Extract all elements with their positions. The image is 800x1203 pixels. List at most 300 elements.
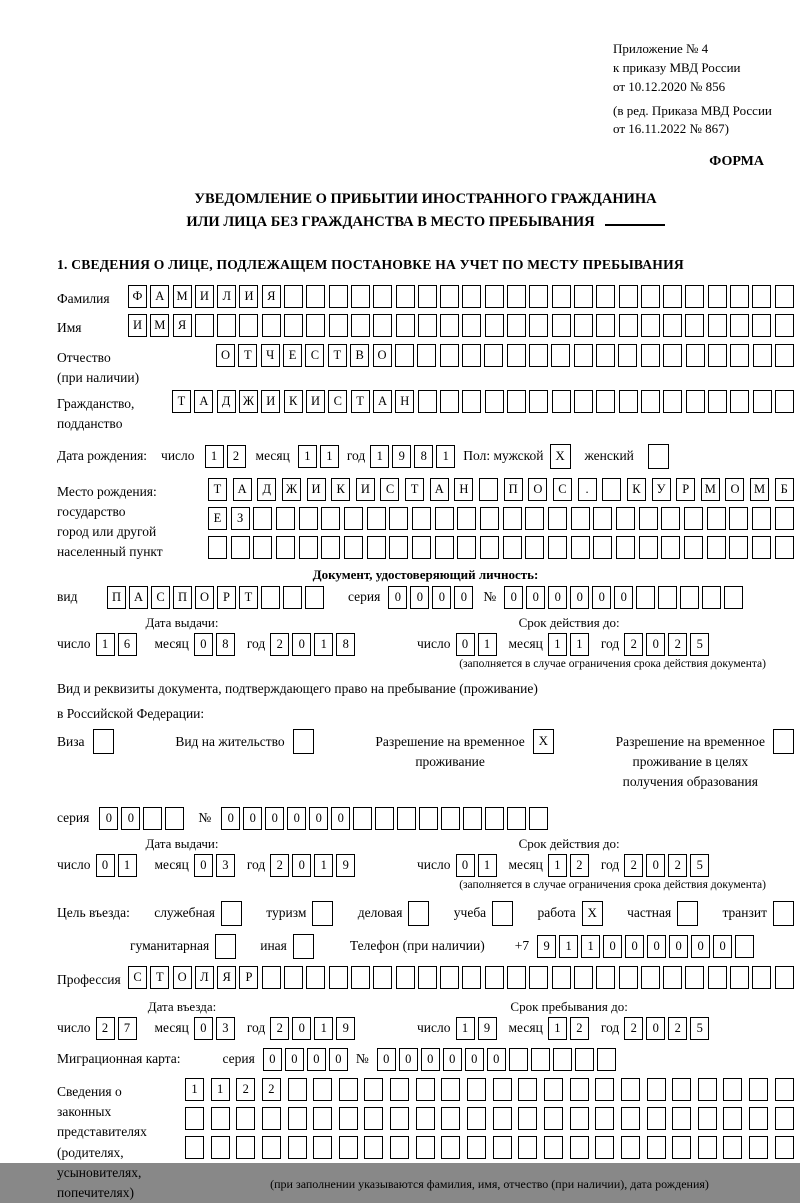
char-cell[interactable]: С: [328, 390, 347, 413]
char-cell[interactable]: [367, 507, 386, 530]
char-cell[interactable]: [418, 966, 437, 989]
char-cell[interactable]: 0: [625, 935, 644, 958]
char-cell[interactable]: [641, 314, 660, 337]
char-cell[interactable]: [344, 536, 363, 559]
char-cell[interactable]: [165, 807, 184, 830]
char-cell[interactable]: И: [239, 285, 258, 308]
char-cell[interactable]: [752, 314, 771, 337]
char-cell[interactable]: [574, 314, 593, 337]
char-cell[interactable]: [661, 507, 680, 530]
char-cell[interactable]: 1: [314, 854, 333, 877]
char-cell[interactable]: [485, 966, 504, 989]
char-cell[interactable]: Ж: [282, 478, 301, 501]
birth-year-cells[interactable]: [370, 445, 455, 468]
char-cell[interactable]: 2: [624, 1017, 643, 1040]
char-cell[interactable]: [503, 536, 522, 559]
char-cell[interactable]: 7: [118, 1017, 137, 1040]
char-cell[interactable]: 1: [211, 1078, 230, 1101]
char-cell[interactable]: 0: [309, 807, 328, 830]
char-cell[interactable]: 2: [668, 633, 687, 656]
char-cell[interactable]: [344, 507, 363, 530]
purpose-private-checkbox[interactable]: [677, 901, 698, 926]
char-cell[interactable]: С: [380, 478, 399, 501]
char-cell[interactable]: К: [284, 390, 303, 413]
char-cell[interactable]: .: [578, 478, 597, 501]
char-cell[interactable]: 0: [713, 935, 732, 958]
char-cell[interactable]: И: [356, 478, 375, 501]
char-cell[interactable]: 1: [314, 633, 333, 656]
char-cell[interactable]: [525, 507, 544, 530]
char-cell[interactable]: [288, 1078, 307, 1101]
migration-series-cells[interactable]: [263, 1048, 348, 1071]
char-cell[interactable]: [418, 285, 437, 308]
char-cell[interactable]: [507, 314, 526, 337]
char-cell[interactable]: [288, 1136, 307, 1159]
char-cell[interactable]: [775, 1078, 794, 1101]
char-cell[interactable]: [621, 1107, 640, 1130]
char-cell[interactable]: [373, 966, 392, 989]
char-cell[interactable]: 0: [292, 1017, 311, 1040]
char-cell[interactable]: [544, 1078, 563, 1101]
char-cell[interactable]: Р: [676, 478, 695, 501]
char-cell[interactable]: [364, 1136, 383, 1159]
char-cell[interactable]: [616, 507, 635, 530]
char-cell[interactable]: [262, 314, 281, 337]
issue-month-cells[interactable]: [194, 633, 235, 656]
purpose-transit-checkbox[interactable]: [773, 901, 794, 926]
char-cell[interactable]: [299, 507, 318, 530]
char-cell[interactable]: [389, 536, 408, 559]
char-cell[interactable]: [284, 966, 303, 989]
char-cell[interactable]: [724, 586, 743, 609]
char-cell[interactable]: И: [307, 478, 326, 501]
char-cell[interactable]: К: [627, 478, 646, 501]
char-cell[interactable]: 0: [99, 807, 118, 830]
char-cell[interactable]: [441, 1136, 460, 1159]
char-cell[interactable]: Я: [217, 966, 236, 989]
char-cell[interactable]: [195, 314, 214, 337]
stay-year-cells[interactable]: [624, 1017, 709, 1040]
char-cell[interactable]: А: [129, 586, 148, 609]
char-cell[interactable]: 0: [570, 586, 589, 609]
edu-permit-checkbox[interactable]: [773, 729, 794, 754]
char-cell[interactable]: 0: [465, 1048, 484, 1071]
char-cell[interactable]: 2: [570, 854, 589, 877]
char-cell[interactable]: 8: [336, 633, 355, 656]
char-cell[interactable]: [775, 536, 794, 559]
char-cell[interactable]: [529, 314, 548, 337]
char-cell[interactable]: [440, 966, 459, 989]
char-cell[interactable]: [440, 390, 459, 413]
char-cell[interactable]: [680, 586, 699, 609]
char-cell[interactable]: 0: [194, 1017, 213, 1040]
char-cell[interactable]: [672, 1107, 691, 1130]
char-cell[interactable]: [236, 1107, 255, 1130]
char-cell[interactable]: 1: [96, 633, 115, 656]
char-cell[interactable]: [416, 1136, 435, 1159]
char-cell[interactable]: [529, 966, 548, 989]
char-cell[interactable]: [685, 285, 704, 308]
char-cell[interactable]: [211, 1107, 230, 1130]
char-cell[interactable]: [641, 344, 660, 367]
r-issue-year-cells[interactable]: [270, 854, 355, 877]
char-cell[interactable]: [596, 390, 615, 413]
char-cell[interactable]: Р: [239, 966, 258, 989]
checkbox-cell[interactable]: [773, 729, 794, 754]
char-cell[interactable]: [658, 586, 677, 609]
char-cell[interactable]: [698, 1136, 717, 1159]
doc-number-cells[interactable]: [504, 586, 743, 609]
char-cell[interactable]: [702, 586, 721, 609]
char-cell[interactable]: 0: [377, 1048, 396, 1071]
char-cell[interactable]: [390, 1078, 409, 1101]
char-cell[interactable]: О: [373, 344, 392, 367]
char-cell[interactable]: [574, 966, 593, 989]
purpose-other-checkbox[interactable]: [293, 934, 314, 959]
char-cell[interactable]: Т: [351, 390, 370, 413]
char-cell[interactable]: [574, 344, 593, 367]
char-cell[interactable]: [351, 314, 370, 337]
purpose-study-checkbox[interactable]: [492, 901, 513, 926]
char-cell[interactable]: [775, 507, 794, 530]
char-cell[interactable]: [462, 285, 481, 308]
char-cell[interactable]: [531, 1048, 550, 1071]
char-cell[interactable]: [485, 807, 504, 830]
char-cell[interactable]: 0: [410, 586, 429, 609]
char-cell[interactable]: 1: [478, 854, 497, 877]
char-cell[interactable]: 0: [646, 854, 665, 877]
char-cell[interactable]: [529, 285, 548, 308]
char-cell[interactable]: [708, 966, 727, 989]
char-cell[interactable]: [548, 507, 567, 530]
char-cell[interactable]: [397, 807, 416, 830]
char-cell[interactable]: [749, 1078, 768, 1101]
char-cell[interactable]: [775, 1107, 794, 1130]
char-cell[interactable]: [493, 1078, 512, 1101]
char-cell[interactable]: [529, 344, 548, 367]
char-cell[interactable]: [574, 390, 593, 413]
char-cell[interactable]: 0: [592, 586, 611, 609]
char-cell[interactable]: Н: [454, 478, 473, 501]
char-cell[interactable]: [419, 807, 438, 830]
char-cell[interactable]: Т: [172, 390, 191, 413]
char-cell[interactable]: А: [430, 478, 449, 501]
char-cell[interactable]: Т: [239, 586, 258, 609]
char-cell[interactable]: 1: [370, 445, 389, 468]
char-cell[interactable]: 9: [392, 445, 411, 468]
char-cell[interactable]: 2: [624, 854, 643, 877]
char-cell[interactable]: [552, 390, 571, 413]
profession-cells[interactable]: [128, 966, 794, 989]
char-cell[interactable]: Д: [217, 390, 236, 413]
char-cell[interactable]: [507, 285, 526, 308]
char-cell[interactable]: [441, 807, 460, 830]
char-cell[interactable]: [467, 1078, 486, 1101]
char-cell[interactable]: П: [107, 586, 126, 609]
char-cell[interactable]: 5: [690, 854, 709, 877]
checkbox-cell[interactable]: [312, 901, 333, 926]
char-cell[interactable]: 0: [646, 633, 665, 656]
char-cell[interactable]: 2: [262, 1078, 281, 1101]
char-cell[interactable]: 2: [227, 445, 246, 468]
char-cell[interactable]: [262, 1136, 281, 1159]
char-cell[interactable]: Т: [328, 344, 347, 367]
char-cell[interactable]: 1: [320, 445, 339, 468]
char-cell[interactable]: 2: [96, 1017, 115, 1040]
char-cell[interactable]: 0: [388, 586, 407, 609]
char-cell[interactable]: [276, 507, 295, 530]
char-cell[interactable]: [639, 536, 658, 559]
char-cell[interactable]: 1: [314, 1017, 333, 1040]
char-cell[interactable]: Л: [195, 966, 214, 989]
char-cell[interactable]: 2: [624, 633, 643, 656]
char-cell[interactable]: [596, 285, 615, 308]
char-cell[interactable]: [395, 344, 414, 367]
char-cell[interactable]: 1: [118, 854, 137, 877]
char-cell[interactable]: [253, 536, 272, 559]
char-cell[interactable]: [418, 314, 437, 337]
char-cell[interactable]: М: [150, 314, 169, 337]
char-cell[interactable]: [467, 1107, 486, 1130]
char-cell[interactable]: [306, 314, 325, 337]
r-valid-month-cells[interactable]: [548, 854, 589, 877]
char-cell[interactable]: 0: [456, 854, 475, 877]
char-cell[interactable]: [441, 1107, 460, 1130]
char-cell[interactable]: [639, 507, 658, 530]
char-cell[interactable]: [480, 536, 499, 559]
migration-number-cells[interactable]: [377, 1048, 616, 1071]
char-cell[interactable]: 1: [581, 935, 600, 958]
char-cell[interactable]: [529, 807, 548, 830]
char-cell[interactable]: [373, 314, 392, 337]
char-cell[interactable]: [390, 1136, 409, 1159]
char-cell[interactable]: [752, 536, 771, 559]
stay-day-cells[interactable]: [456, 1017, 497, 1040]
char-cell[interactable]: [684, 507, 703, 530]
char-cell[interactable]: Е: [208, 507, 227, 530]
char-cell[interactable]: [730, 314, 749, 337]
char-cell[interactable]: [575, 1048, 594, 1071]
char-cell[interactable]: [730, 344, 749, 367]
char-cell[interactable]: [596, 966, 615, 989]
char-cell[interactable]: 1: [205, 445, 224, 468]
char-cell[interactable]: [752, 285, 771, 308]
issue-day-cells[interactable]: [96, 633, 137, 656]
char-cell[interactable]: [553, 1048, 572, 1071]
char-cell[interactable]: 0: [646, 1017, 665, 1040]
char-cell[interactable]: [236, 1136, 255, 1159]
char-cell[interactable]: [299, 536, 318, 559]
char-cell[interactable]: [373, 285, 392, 308]
checkbox-cell[interactable]: X: [550, 444, 571, 469]
char-cell[interactable]: 3: [216, 854, 235, 877]
char-cell[interactable]: [367, 536, 386, 559]
char-cell[interactable]: [574, 285, 593, 308]
char-cell[interactable]: [457, 536, 476, 559]
char-cell[interactable]: Т: [405, 478, 424, 501]
char-cell[interactable]: [435, 507, 454, 530]
char-cell[interactable]: [749, 1136, 768, 1159]
char-cell[interactable]: [396, 285, 415, 308]
char-cell[interactable]: [313, 1078, 332, 1101]
char-cell[interactable]: [698, 1107, 717, 1130]
checkbox-cell[interactable]: [492, 901, 513, 926]
char-cell[interactable]: [551, 344, 570, 367]
char-cell[interactable]: [753, 344, 772, 367]
char-cell[interactable]: [619, 390, 638, 413]
char-cell[interactable]: [276, 536, 295, 559]
char-cell[interactable]: [329, 966, 348, 989]
char-cell[interactable]: 1: [548, 633, 567, 656]
char-cell[interactable]: [753, 390, 772, 413]
char-cell[interactable]: [351, 966, 370, 989]
char-cell[interactable]: [284, 285, 303, 308]
char-cell[interactable]: [507, 966, 526, 989]
char-cell[interactable]: [698, 1078, 717, 1101]
char-cell[interactable]: [462, 344, 481, 367]
char-cell[interactable]: З: [231, 507, 250, 530]
checkbox-cell[interactable]: X: [533, 729, 554, 754]
char-cell[interactable]: [493, 1107, 512, 1130]
char-cell[interactable]: [647, 1107, 666, 1130]
char-cell[interactable]: [752, 966, 771, 989]
char-cell[interactable]: [353, 807, 372, 830]
checkbox-cell[interactable]: [93, 729, 114, 754]
char-cell[interactable]: [596, 344, 615, 367]
char-cell[interactable]: [462, 314, 481, 337]
checkbox-cell[interactable]: [215, 934, 236, 959]
entry-day-cells[interactable]: [96, 1017, 137, 1040]
char-cell[interactable]: 0: [263, 1048, 282, 1071]
char-cell[interactable]: [493, 1136, 512, 1159]
valid-month-cells[interactable]: [548, 633, 589, 656]
char-cell[interactable]: 1: [548, 1017, 567, 1040]
char-cell[interactable]: [364, 1078, 383, 1101]
char-cell[interactable]: [597, 1048, 616, 1071]
char-cell[interactable]: [570, 1078, 589, 1101]
purpose-official-checkbox[interactable]: [221, 901, 242, 926]
char-cell[interactable]: [329, 314, 348, 337]
char-cell[interactable]: Я: [173, 314, 192, 337]
char-cell[interactable]: [396, 314, 415, 337]
char-cell[interactable]: [723, 1107, 742, 1130]
char-cell[interactable]: 2: [668, 1017, 687, 1040]
checkbox-cell[interactable]: [677, 901, 698, 926]
char-cell[interactable]: [602, 478, 621, 501]
char-cell[interactable]: [518, 1136, 537, 1159]
char-cell[interactable]: [708, 390, 727, 413]
char-cell[interactable]: [440, 314, 459, 337]
phone-cells[interactable]: [537, 935, 754, 958]
representatives-line2[interactable]: [185, 1107, 794, 1130]
purpose-tourism-checkbox[interactable]: [312, 901, 333, 926]
char-cell[interactable]: [412, 507, 431, 530]
residence-permit-checkbox[interactable]: [293, 729, 314, 754]
char-cell[interactable]: Ч: [261, 344, 280, 367]
char-cell[interactable]: И: [128, 314, 147, 337]
char-cell[interactable]: [503, 507, 522, 530]
char-cell[interactable]: Н: [395, 390, 414, 413]
char-cell[interactable]: [686, 390, 705, 413]
char-cell[interactable]: [463, 807, 482, 830]
char-cell[interactable]: [621, 1136, 640, 1159]
birthplace-line3[interactable]: [208, 536, 794, 559]
char-cell[interactable]: 2: [270, 633, 289, 656]
char-cell[interactable]: [364, 1107, 383, 1130]
char-cell[interactable]: 5: [690, 1017, 709, 1040]
char-cell[interactable]: А: [233, 478, 252, 501]
birthplace-line1[interactable]: [208, 478, 794, 501]
checkbox-cell[interactable]: [221, 901, 242, 926]
char-cell[interactable]: П: [173, 586, 192, 609]
char-cell[interactable]: 0: [526, 586, 545, 609]
issue-year-cells[interactable]: [270, 633, 355, 656]
char-cell[interactable]: 0: [443, 1048, 462, 1071]
char-cell[interactable]: [208, 536, 227, 559]
char-cell[interactable]: [641, 966, 660, 989]
char-cell[interactable]: 0: [456, 633, 475, 656]
char-cell[interactable]: М: [701, 478, 720, 501]
char-cell[interactable]: [752, 507, 771, 530]
char-cell[interactable]: [616, 536, 635, 559]
char-cell[interactable]: 0: [421, 1048, 440, 1071]
char-cell[interactable]: [457, 507, 476, 530]
char-cell[interactable]: О: [216, 344, 235, 367]
char-cell[interactable]: [467, 1136, 486, 1159]
char-cell[interactable]: [253, 507, 272, 530]
char-cell[interactable]: Ф: [128, 285, 147, 308]
char-cell[interactable]: [390, 1107, 409, 1130]
r-valid-day-cells[interactable]: [456, 854, 497, 877]
r-issue-month-cells[interactable]: [194, 854, 235, 877]
char-cell[interactable]: Я: [262, 285, 281, 308]
char-cell[interactable]: [283, 586, 302, 609]
char-cell[interactable]: [507, 390, 526, 413]
char-cell[interactable]: 8: [414, 445, 433, 468]
char-cell[interactable]: [641, 285, 660, 308]
char-cell[interactable]: [618, 344, 637, 367]
char-cell[interactable]: [596, 314, 615, 337]
char-cell[interactable]: [509, 1048, 528, 1071]
char-cell[interactable]: М: [750, 478, 769, 501]
char-cell[interactable]: 2: [270, 1017, 289, 1040]
char-cell[interactable]: [485, 390, 504, 413]
char-cell[interactable]: [143, 807, 162, 830]
char-cell[interactable]: [571, 507, 590, 530]
birthplace-line2[interactable]: [208, 507, 794, 530]
char-cell[interactable]: [619, 314, 638, 337]
char-cell[interactable]: Т: [150, 966, 169, 989]
char-cell[interactable]: 9: [336, 1017, 355, 1040]
checkbox-cell[interactable]: X: [582, 901, 603, 926]
representatives-line3[interactable]: [185, 1136, 794, 1159]
char-cell[interactable]: 8: [216, 633, 235, 656]
char-cell[interactable]: [329, 285, 348, 308]
char-cell[interactable]: [647, 1136, 666, 1159]
char-cell[interactable]: [396, 966, 415, 989]
char-cell[interactable]: [729, 536, 748, 559]
char-cell[interactable]: 0: [292, 854, 311, 877]
purpose-work-checkbox[interactable]: [582, 901, 603, 926]
char-cell[interactable]: [185, 1136, 204, 1159]
char-cell[interactable]: С: [305, 344, 324, 367]
char-cell[interactable]: [661, 536, 680, 559]
char-cell[interactable]: 0: [647, 935, 666, 958]
char-cell[interactable]: О: [528, 478, 547, 501]
char-cell[interactable]: 0: [307, 1048, 326, 1071]
char-cell[interactable]: 1: [559, 935, 578, 958]
char-cell[interactable]: А: [150, 285, 169, 308]
